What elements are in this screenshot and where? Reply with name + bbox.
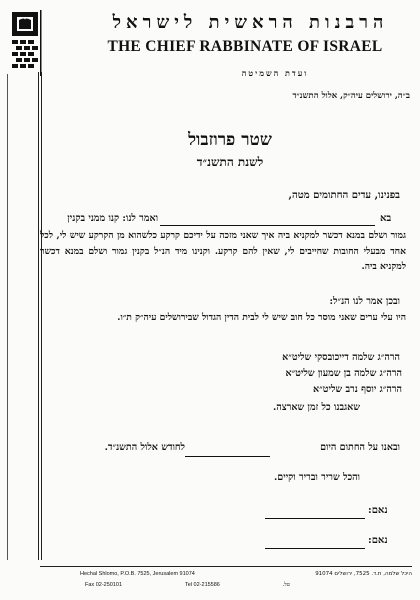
hebrew-title: הרבנות הראשית לישראל (112, 12, 389, 33)
transfer-paragraph: גמור ושלם במנא דכשר למקניא ביה איך שאני מזכה על ידיכם קרקע כלשהוא מן הקרקע שיש לי, לכל אחד מבעלי החובות שחייבים לי, שאין להם קרקע. וקנינו מיד הנ״ל בקנין גמור ושלם במנא דכשר למקניא ביה. (40, 230, 406, 272)
committee-label: ועדת השמיטה (241, 68, 309, 78)
footer-divider (40, 566, 412, 567)
document-year: לשנת התשנ״ד (196, 155, 264, 169)
acquisition-clause: ואמר לנו: קנו ממני בקנין (67, 213, 158, 224)
day-fill-line[interactable] (185, 456, 270, 457)
footer-address-he: היכל שלמה, ת.ד. 7525, ירושלים 91074 (315, 571, 412, 577)
signing-clause: ובאנו על החתום היום (320, 442, 400, 453)
date-line: ב״ה, ירושלים עיה״ק, אלול התשנ״ד (292, 91, 410, 101)
footer-fax: Fax 02-250101 (85, 582, 122, 588)
footer-tel-label: טל. (282, 582, 290, 588)
declaration-paragraph: היו עלי ערים שאני מוסר כל חוב שיש לי לבית הדין הגדול שבירושלים עיה״ק ת״ו. (117, 312, 406, 323)
name-fill-line[interactable] (160, 225, 375, 226)
rabbi-name: הרה״ג שלמה דייכובסקי שליט״א (282, 352, 400, 363)
witness-signature-line[interactable] (265, 518, 365, 519)
document-title: שטר פרוזבול (188, 130, 272, 150)
collection-clause: שאגבנו כל זמן שארצה. (272, 402, 360, 413)
footer-tel: Tel 02-215586 (185, 582, 220, 588)
rabbinate-logo (8, 8, 42, 78)
validity-clause: והכל שריר ובריר וקיים. (273, 472, 360, 483)
margin-rule (38, 72, 39, 560)
signing-month: לחודש אלול התשנ״ד. (104, 442, 185, 453)
margin-rule (7, 74, 8, 560)
english-title: THE CHIEF RABBINATE OF ISRAEL (107, 38, 383, 55)
witness-label: נאם: (368, 535, 388, 546)
witness-signature-line[interactable] (265, 548, 365, 549)
rabbi-name: הרה״ג שלמה בן שמעון שליט״א (285, 368, 402, 379)
witness-intro: בפנינו, עדים החתומים מטה, (288, 190, 400, 201)
declaration-intro: ובכן אמר לנו הנ״ל: (329, 296, 400, 307)
witness-label: נאם: (368, 505, 388, 516)
came-word: בא (380, 213, 392, 224)
rabbi-name: הרה״ג יוסף נרב שליט״א (313, 384, 402, 395)
footer-address-en: Hechal Shlomo, P.O.B. 7525, Jerusalem 91074 (80, 571, 195, 577)
